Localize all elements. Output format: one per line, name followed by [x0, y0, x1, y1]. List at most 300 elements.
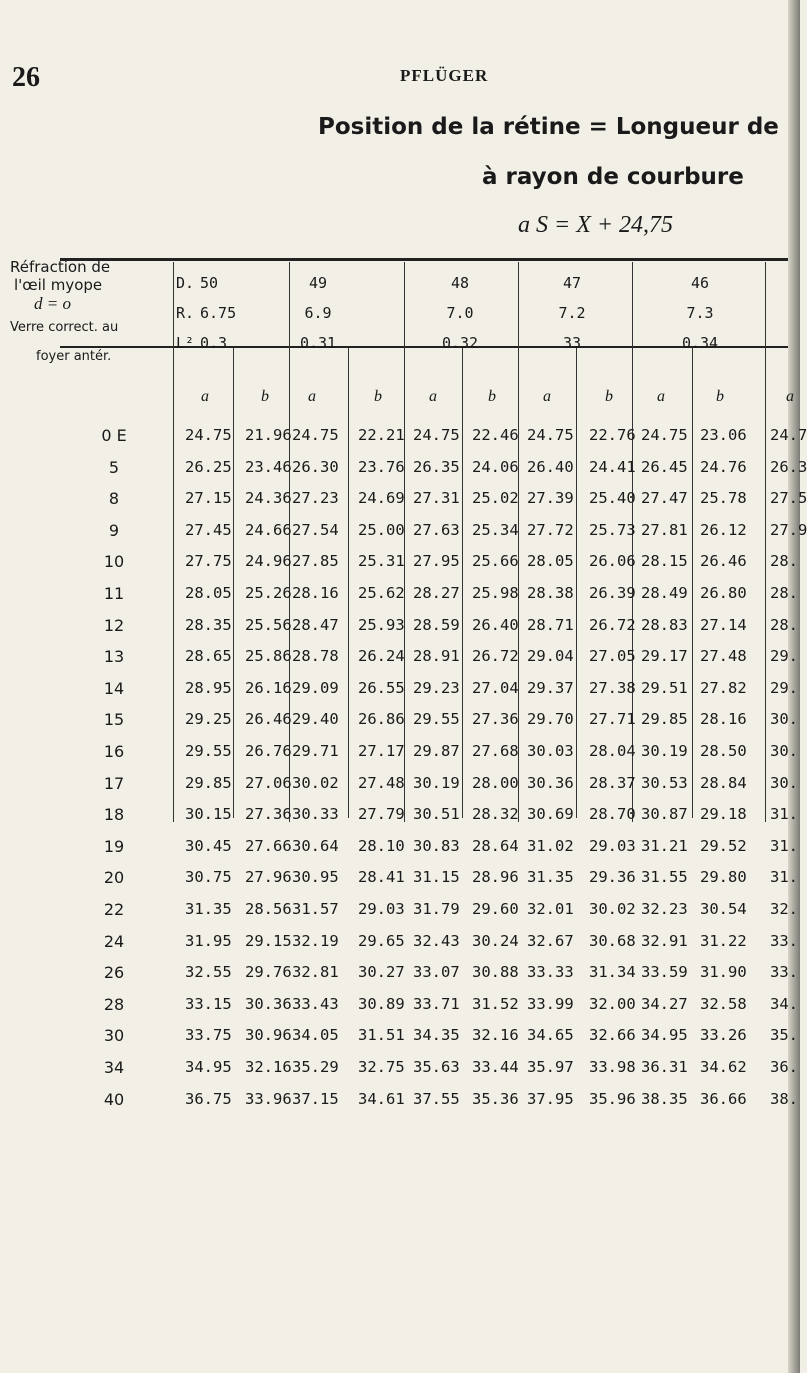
row-label: 10 — [103, 552, 125, 572]
param-value-d: 46 — [690, 274, 710, 292]
table-cell: 30.96 — [245, 1026, 292, 1045]
table-cell: 28.05 — [185, 584, 232, 602]
table-cell: 32.19 — [292, 931, 339, 950]
table-cell: 24.75 — [292, 426, 339, 444]
table-cell: 34.27 — [641, 994, 688, 1013]
table-cell: 27.5 — [770, 489, 807, 508]
table-cell: 30.15 — [185, 805, 232, 824]
table-cell: 27.79 — [358, 805, 405, 824]
group-separator — [518, 262, 519, 822]
table-cell: 30.68 — [589, 931, 636, 950]
table-cell: 31.22 — [700, 931, 747, 950]
table-cell: 27.95 — [413, 552, 460, 571]
param-value-l2: 0.31 — [299, 334, 337, 352]
row-label: 19 — [103, 836, 125, 856]
table-cell: 24.69 — [358, 489, 405, 508]
row-label: 40 — [103, 1089, 125, 1109]
column-header-a: a — [786, 388, 794, 405]
table-cell: 26.40 — [472, 615, 519, 634]
row-label: 11 — [103, 584, 125, 603]
table-cell: 28.35 — [185, 615, 232, 634]
table-cell: 33.44 — [472, 1058, 519, 1076]
table-cell: 32.16 — [245, 1058, 292, 1076]
table-cell: 33. — [770, 931, 798, 950]
table-cell: 26.72 — [472, 647, 519, 666]
table-cell: 31. — [770, 805, 798, 824]
table-cell: 32.58 — [700, 994, 747, 1013]
table-cell: 32.66 — [589, 1026, 636, 1045]
table-top-rule — [60, 258, 788, 261]
table-cell: 23.06 — [700, 426, 747, 444]
table-cell: 30.83 — [413, 836, 460, 855]
row-label: 0 E — [101, 426, 127, 445]
table-cell: 37.55 — [413, 1089, 460, 1108]
param-value-d: 50 — [200, 274, 219, 292]
table-cell: 30.45 — [185, 836, 232, 855]
group-separator — [173, 262, 174, 822]
table-cell: 31.79 — [413, 900, 460, 918]
row-label: 26 — [103, 963, 125, 983]
table-cell: 28.05 — [527, 552, 574, 571]
table-cell: 25.66 — [472, 552, 519, 571]
table-cell: 29.23 — [413, 678, 460, 697]
table-cell: 27.23 — [292, 489, 339, 508]
table-cell: 35.63 — [413, 1058, 460, 1076]
table-cell: 27.96 — [245, 868, 292, 887]
table-cell: 29.37 — [527, 678, 574, 697]
table-cell: 27.04 — [472, 678, 519, 697]
table-cell: 25.56 — [245, 615, 292, 634]
table-cell: 32.00 — [589, 994, 636, 1013]
table-cell: 36.31 — [641, 1058, 688, 1076]
table-cell: 29.17 — [641, 647, 688, 666]
table-cell: 33.15 — [185, 994, 232, 1013]
table-cell: 30.95 — [292, 868, 339, 887]
table-cell: 30.88 — [472, 963, 519, 982]
table-cell: 28.59 — [413, 615, 460, 634]
group-separator — [765, 262, 766, 822]
table-cell: 28.37 — [589, 773, 636, 792]
table-cell: 33.75 — [185, 1026, 232, 1045]
table-cell: 28.47 — [292, 615, 339, 634]
table-cell: 29.70 — [527, 710, 574, 729]
row-label: 24 — [103, 931, 125, 951]
table-cell: 27.47 — [641, 489, 688, 508]
table-cell: 27.72 — [527, 520, 574, 539]
table-cell: 34.62 — [700, 1058, 747, 1076]
column-separator — [576, 348, 577, 818]
table-cell: 23.76 — [358, 457, 405, 476]
table-cell: 30.33 — [292, 805, 339, 824]
table-cell: 28.27 — [413, 584, 460, 602]
table-cell: 26.3 — [770, 457, 807, 476]
table-cell: 27.9 — [770, 520, 807, 539]
table-cell: 28.71 — [527, 615, 574, 634]
column-header-a: a — [429, 388, 437, 405]
table-cell: 27.63 — [413, 520, 460, 539]
param-label-r: R. — [176, 304, 195, 322]
table-cell: 28.65 — [185, 647, 232, 666]
table-cell: 30.54 — [700, 900, 747, 918]
table-cell: 33.33 — [527, 963, 574, 982]
table-cell: 30.27 — [358, 963, 405, 982]
table-cell: 24.66 — [245, 520, 292, 539]
group-separator — [289, 262, 290, 822]
column-separator — [348, 348, 349, 818]
table-cell: 27.45 — [185, 520, 232, 539]
table-cell: 29. — [770, 647, 798, 666]
table-cell: 27.66 — [245, 836, 292, 855]
table-cell: 31.52 — [472, 994, 519, 1013]
table-cell: 31.35 — [185, 900, 232, 918]
table-cell: 27.81 — [641, 520, 688, 539]
table-cell: 32. — [770, 900, 798, 918]
table-cell: 37.15 — [292, 1089, 339, 1108]
table-cell: 30.24 — [472, 931, 519, 950]
row-label: 5 — [108, 457, 120, 477]
table-cell: 30.53 — [641, 773, 688, 792]
param-value-r: 7.3 — [686, 304, 714, 322]
table-cell: 26.40 — [527, 457, 574, 476]
column-separator — [233, 348, 234, 818]
param-label-l2: L² — [176, 334, 195, 352]
table-cell: 26.35 — [413, 457, 460, 476]
left-header-line: Réfraction de — [10, 258, 111, 276]
table-title-line-1: Position de la rétine = Longueur de — [318, 114, 779, 140]
table-cell: 29.18 — [700, 805, 747, 824]
table-cell: 33. — [770, 963, 798, 982]
table-cell: 28. — [770, 552, 798, 571]
row-label: 17 — [103, 773, 125, 793]
table-cell: 25.31 — [358, 552, 405, 571]
left-header-line: Verre correct. au — [10, 320, 119, 335]
table-cell: 31.51 — [358, 1026, 405, 1045]
table-cell: 27.17 — [358, 742, 405, 760]
table-cell: 31.35 — [527, 868, 574, 887]
table-cell: 31. — [770, 836, 798, 855]
row-label: 18 — [103, 805, 125, 825]
table-cell: 34.65 — [527, 1026, 574, 1045]
param-label-d: D. — [176, 274, 195, 292]
table-cell: 27.15 — [185, 489, 232, 508]
table-cell: 29.04 — [527, 647, 574, 666]
param-value-d: 48 — [450, 274, 470, 292]
table-cell: 29.25 — [185, 710, 232, 729]
table-cell: 27.54 — [292, 520, 339, 539]
table-cell: 25.40 — [589, 489, 636, 508]
table-cell: 30. — [770, 773, 798, 792]
table-cell: 30.75 — [185, 868, 232, 887]
table-cell: 35.36 — [472, 1089, 519, 1108]
table-cell: 22.46 — [472, 426, 519, 444]
table-cell: 28.50 — [700, 742, 747, 760]
table-cell: 25.86 — [245, 647, 292, 666]
table-cell: 33.26 — [700, 1026, 747, 1045]
table-cell: 28.64 — [472, 836, 519, 855]
table-cell: 30.36 — [527, 773, 574, 792]
table-cell: 31.55 — [641, 868, 688, 887]
table-cell: 26.76 — [245, 742, 292, 760]
column-header-b: b — [374, 388, 382, 405]
row-label: 30 — [103, 1026, 125, 1046]
table-cell: 29.03 — [589, 836, 636, 855]
table-cell: 33.96 — [245, 1089, 292, 1108]
table-cell: 26.39 — [589, 584, 636, 602]
column-header-b: b — [261, 388, 269, 405]
table-cell: 27.14 — [700, 615, 747, 634]
table-cell: 26.46 — [245, 710, 292, 729]
table-cell: 21.96 — [245, 426, 292, 444]
table-cell: 29.15 — [245, 931, 292, 950]
table-cell: 25.34 — [472, 520, 519, 539]
table-cell: 25.02 — [472, 489, 519, 508]
left-header-line: foyer antér. — [36, 349, 112, 364]
left-header-line: l'œil myope — [14, 276, 103, 294]
table-cell: 26.24 — [358, 647, 405, 666]
table-cell: 27.68 — [472, 742, 519, 760]
table-cell: 30.19 — [413, 773, 460, 792]
table-cell: 26.80 — [700, 584, 747, 602]
table-cell: 28.16 — [292, 584, 339, 602]
table-cell: 25.98 — [472, 584, 519, 602]
table-cell: 25.26 — [245, 584, 292, 602]
table-cell: 28.04 — [589, 742, 636, 760]
table-cell: 30.03 — [527, 742, 574, 760]
table-cell: 30.64 — [292, 836, 339, 855]
table-cell: 24.41 — [589, 457, 636, 476]
table-cell: 27.75 — [185, 552, 232, 571]
table-cell: 28.16 — [700, 710, 747, 729]
table-cell: 35.96 — [589, 1089, 636, 1108]
table-cell: 25.00 — [358, 520, 405, 539]
table-cell: 27.05 — [589, 647, 636, 666]
table-cell: 29.80 — [700, 868, 747, 887]
table-cell: 28.15 — [641, 552, 688, 571]
table-cell: 28.38 — [527, 584, 574, 602]
table-cell: 32.23 — [641, 900, 688, 918]
param-value-l2: 33 — [562, 334, 582, 352]
table-title-line-2: à rayon de courbure — [482, 164, 744, 190]
table-cell: 34.95 — [185, 1058, 232, 1076]
column-header-a: a — [308, 388, 316, 405]
table-cell: 32.01 — [527, 900, 574, 918]
row-label: 12 — [103, 615, 125, 635]
table-cell: 25.78 — [700, 489, 747, 508]
table-cell: 29.76 — [245, 963, 292, 982]
table-cell: 24.96 — [245, 552, 292, 571]
table-cell: 34.35 — [413, 1026, 460, 1045]
running-head: PFLÜGER — [400, 66, 489, 85]
row-label: 34 — [103, 1058, 125, 1077]
table-cell: 26.55 — [358, 678, 405, 697]
table-cell: 28.32 — [472, 805, 519, 824]
table-cell: 31.15 — [413, 868, 460, 887]
table-cell: 27.38 — [589, 678, 636, 697]
table-cell: 26.12 — [700, 520, 747, 539]
table-cell: 30.89 — [358, 994, 405, 1013]
table-cell: 36. — [770, 1058, 798, 1076]
table-cell: 27.36 — [472, 710, 519, 729]
table-cell: 27.48 — [700, 647, 747, 666]
table-cell: 29. — [770, 678, 798, 697]
table-cell: 26.46 — [700, 552, 747, 571]
table-cell: 32.91 — [641, 931, 688, 950]
table-cell: 29.60 — [472, 900, 519, 918]
table-cell: 27.82 — [700, 678, 747, 697]
row-label: 20 — [103, 868, 125, 888]
table-cell: 29.55 — [185, 742, 232, 760]
param-value-d: 47 — [562, 274, 582, 292]
row-label: 15 — [103, 710, 125, 730]
table-cell: 31. — [770, 868, 798, 887]
column-header-b: b — [605, 388, 613, 405]
param-value-l2: 0.34 — [681, 334, 719, 352]
table-cell: 28.49 — [641, 584, 688, 602]
row-label: 9 — [108, 520, 120, 540]
group-separator — [632, 262, 633, 822]
table-cell: 35. — [770, 1026, 798, 1045]
table-cell: 25.62 — [358, 584, 405, 602]
table-cell: 30.51 — [413, 805, 460, 824]
table-cell: 28.78 — [292, 647, 339, 666]
table-cell: 27.71 — [589, 710, 636, 729]
table-cell: 31.21 — [641, 836, 688, 855]
row-label: 28 — [103, 994, 125, 1014]
page-number: 26 — [12, 62, 40, 93]
table-cell: 25.73 — [589, 520, 636, 539]
group-separator — [404, 262, 405, 822]
table-cell: 31.90 — [700, 963, 747, 982]
table-cell: 29.03 — [358, 900, 405, 918]
table-cell: 24.06 — [472, 457, 519, 476]
table-cell: 35.29 — [292, 1058, 339, 1076]
header-bottom-rule — [60, 346, 788, 348]
table-cell: 24.75 — [527, 426, 574, 444]
table-cell: 28.10 — [358, 836, 405, 855]
table-cell: 26.86 — [358, 710, 405, 729]
param-value-r: 7.2 — [558, 304, 586, 322]
table-cell: 29.09 — [292, 678, 339, 697]
param-value-l2: 0.3 — [200, 334, 228, 352]
table-cell: 27.85 — [292, 552, 339, 571]
table-cell: 24.75 — [185, 426, 232, 444]
table-cell: 27.31 — [413, 489, 460, 508]
table-cell: 30.69 — [527, 805, 574, 824]
param-value-r: 6.9 — [304, 304, 332, 322]
table-cell: 30. — [770, 742, 798, 760]
table-cell: 33.98 — [589, 1058, 636, 1076]
table-cell: 29.71 — [292, 742, 339, 760]
table-cell: 26.45 — [641, 457, 688, 476]
formula: a S = X + 24,75 — [518, 212, 674, 238]
table-cell: 28.96 — [472, 868, 519, 887]
table-cell: 28.70 — [589, 805, 636, 824]
table-cell: 29.51 — [641, 678, 688, 697]
left-header-line: d = o — [34, 294, 71, 313]
table-cell: 31.34 — [589, 963, 636, 982]
column-separator — [692, 348, 693, 818]
table-cell: 30. — [770, 710, 798, 729]
column-header-b: b — [716, 388, 724, 405]
table-cell: 22.21 — [358, 426, 405, 444]
table-cell: 28.00 — [472, 773, 519, 792]
table-cell: 33.59 — [641, 963, 688, 982]
table-cell: 24.7 — [770, 426, 807, 444]
table-cell: 29.40 — [292, 710, 339, 729]
table-cell: 24.75 — [641, 426, 688, 444]
row-label: 16 — [103, 742, 125, 761]
table-cell: 30.87 — [641, 805, 688, 824]
table-cell: 24.76 — [700, 457, 747, 476]
table-cell: 24.75 — [413, 426, 460, 444]
table-cell: 26.16 — [245, 678, 292, 697]
table-cell: 33.71 — [413, 994, 460, 1013]
column-header-a: a — [201, 388, 209, 405]
table-cell: 36.75 — [185, 1089, 232, 1108]
table-cell: 36.66 — [700, 1089, 747, 1108]
table-cell: 28. — [770, 584, 798, 602]
table-cell: 30.36 — [245, 994, 292, 1013]
table-cell: 32.81 — [292, 963, 339, 982]
table-cell: 24.36 — [245, 489, 292, 508]
column-header-a: a — [543, 388, 551, 405]
column-header-a: a — [657, 388, 665, 405]
param-value-d: 49 — [308, 274, 328, 292]
table-cell: 34. — [770, 994, 798, 1013]
table-cell: 26.06 — [589, 552, 636, 571]
table-cell: 34.05 — [292, 1026, 339, 1045]
table-cell: 28.83 — [641, 615, 688, 634]
param-value-r: 6.75 — [200, 304, 237, 322]
table-cell: 23.46 — [245, 457, 292, 476]
column-header-b: b — [488, 388, 496, 405]
table-cell: 29.55 — [413, 710, 460, 729]
table-cell: 34.95 — [641, 1026, 688, 1045]
table-cell: 26.30 — [292, 457, 339, 476]
table-cell: 28.84 — [700, 773, 747, 792]
table-cell: 27.36 — [245, 805, 292, 824]
table-cell: 25.93 — [358, 615, 405, 634]
table-cell: 33.43 — [292, 994, 339, 1013]
table-cell: 29.85 — [641, 710, 688, 729]
table-cell: 33.99 — [527, 994, 574, 1013]
table-cell: 29.85 — [185, 773, 232, 792]
table-cell: 35.97 — [527, 1058, 574, 1076]
table-cell: 32.75 — [358, 1058, 405, 1076]
row-label: 13 — [103, 647, 125, 667]
table-cell: 28.56 — [245, 900, 292, 918]
table-cell: 31.57 — [292, 900, 339, 918]
table-cell: 33.07 — [413, 963, 460, 982]
table-cell: 32.16 — [472, 1026, 519, 1045]
table-cell: 29.36 — [589, 868, 636, 887]
table-cell: 26.72 — [589, 615, 636, 634]
table-cell: 26.25 — [185, 457, 232, 476]
table-cell: 29.87 — [413, 742, 460, 760]
table-cell: 29.65 — [358, 931, 405, 950]
table-cell: 27.06 — [245, 773, 292, 792]
table-cell: 38.35 — [641, 1089, 688, 1108]
row-label: 14 — [103, 678, 125, 698]
table-cell: 34.61 — [358, 1089, 405, 1108]
param-value-r: 7.0 — [446, 304, 474, 322]
table-cell: 28.95 — [185, 678, 232, 697]
column-separator — [462, 348, 463, 818]
table-cell: 22.76 — [589, 426, 636, 444]
table-cell: 32.43 — [413, 931, 460, 950]
table-cell: 28. — [770, 615, 798, 634]
param-value-l2: 0.32 — [441, 334, 479, 352]
